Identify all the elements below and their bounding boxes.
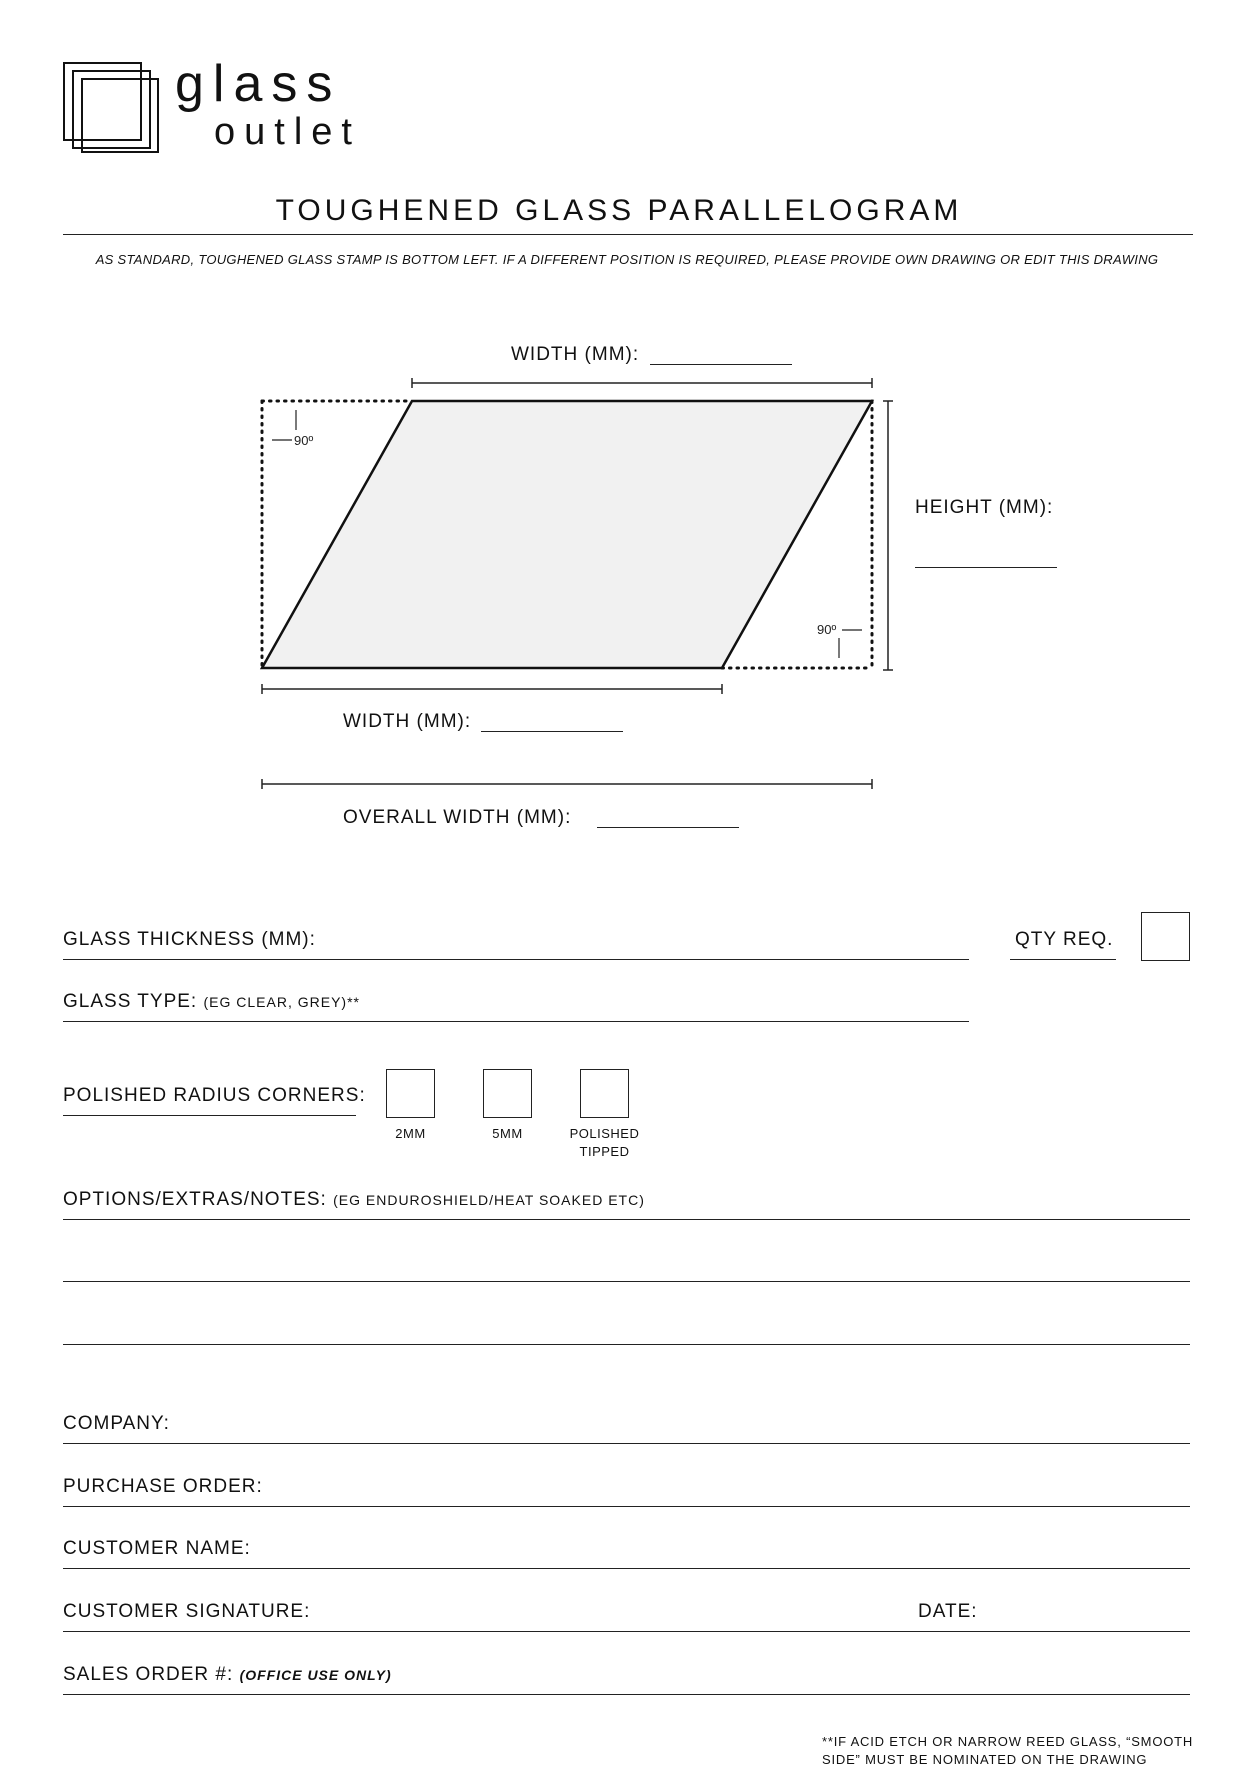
- options-hint: (EG ENDUROSHIELD/HEAT SOAKED ETC): [333, 1192, 645, 1208]
- sales-order-label: [63, 1664, 392, 1686]
- radius-polished-tipped-caption: [560, 1125, 649, 1161]
- radius-2mm-checkbox[interactable]: [386, 1069, 435, 1118]
- footnote-line-2: SIDE” MUST BE NOMINATED ON THE DRAWING: [822, 1752, 1148, 1767]
- radius-2mm-caption: 2MM: [395, 1126, 426, 1141]
- polished-radius-label: POLISHED RADIUS CORNERS:: [63, 1085, 366, 1106]
- radius-5mm-checkbox[interactable]: [483, 1069, 532, 1118]
- stamp-note: AS STANDARD, TOUGHENED GLASS STAMP IS BOTTOM LEFT. IF A DIFFERENT POSITION IS REQUIRED, PLEASE PROVIDE OWN DRAWING OR EDIT THIS DRAWING: [95, 252, 1159, 267]
- footnote-line-1: **IF ACID ETCH OR NARROW REED GLASS, “SMOOTH: [822, 1734, 1194, 1749]
- date-label: DATE:: [918, 1601, 978, 1622]
- options-title: OPTIONS/EXTRAS/NOTES:: [63, 1189, 327, 1210]
- customer-signature-field[interactable]: [63, 1631, 1190, 1632]
- customer-signature-label: CUSTOMER SIGNATURE:: [63, 1601, 311, 1622]
- footnote: [822, 1733, 1212, 1769]
- overall-width-field[interactable]: [597, 827, 739, 828]
- sales-order-title: SALES ORDER #:: [63, 1664, 234, 1685]
- height-label: HEIGHT (MM):: [915, 497, 1054, 518]
- qty-req-box[interactable]: [1141, 912, 1190, 961]
- polished-radius-underline: [63, 1115, 356, 1116]
- top-width-label: WIDTH (MM):: [511, 344, 640, 365]
- glass-type-title: GLASS TYPE:: [63, 991, 198, 1012]
- options-field-line-3[interactable]: [63, 1344, 1190, 1345]
- qty-req-label: QTY REQ.: [1015, 929, 1114, 950]
- qty-req-underline: [1010, 959, 1116, 960]
- bottom-width-field[interactable]: [481, 731, 623, 732]
- glass-type-hint: (EG CLEAR, GREY)**: [203, 994, 360, 1010]
- purchase-order-field[interactable]: [63, 1506, 1190, 1507]
- logo-word-glass: glass: [175, 55, 342, 113]
- sales-order-hint: (OFFICE USE ONLY): [239, 1667, 392, 1683]
- sales-order-field[interactable]: [63, 1694, 1190, 1695]
- height-field[interactable]: [915, 567, 1057, 568]
- glass-panel: [262, 401, 872, 668]
- company-field[interactable]: [63, 1443, 1190, 1444]
- customer-name-label: CUSTOMER NAME:: [63, 1538, 251, 1559]
- overall-width-label: OVERALL WIDTH (MM):: [343, 807, 572, 828]
- angle-label-bottom-right: 90º: [817, 622, 837, 637]
- top-width-field[interactable]: [650, 364, 792, 365]
- customer-name-field[interactable]: [63, 1568, 1190, 1569]
- glass-thickness-label: GLASS THICKNESS (MM):: [63, 929, 316, 950]
- glass-type-label: [63, 991, 360, 1013]
- radius-polished-line: POLISHED: [569, 1126, 640, 1141]
- glass-type-field[interactable]: [63, 1021, 969, 1022]
- purchase-order-label: PURCHASE ORDER:: [63, 1476, 263, 1497]
- company-label: COMPANY:: [63, 1413, 170, 1434]
- radius-polished-tipped-checkbox[interactable]: [580, 1069, 629, 1118]
- page-title: TOUGHENED GLASS PARALLELOGRAM: [275, 194, 963, 227]
- options-label: [63, 1189, 645, 1211]
- radius-5mm-caption: 5MM: [492, 1126, 523, 1141]
- options-field-line-1[interactable]: [63, 1219, 1190, 1220]
- logo-word-outlet: outlet: [214, 111, 361, 153]
- radius-tipped-line: TIPPED: [579, 1144, 630, 1159]
- options-field-line-2[interactable]: [63, 1281, 1190, 1282]
- angle-label-top-left: 90º: [294, 433, 314, 448]
- bottom-width-label: WIDTH (MM):: [343, 711, 472, 732]
- glass-thickness-field[interactable]: [63, 959, 969, 960]
